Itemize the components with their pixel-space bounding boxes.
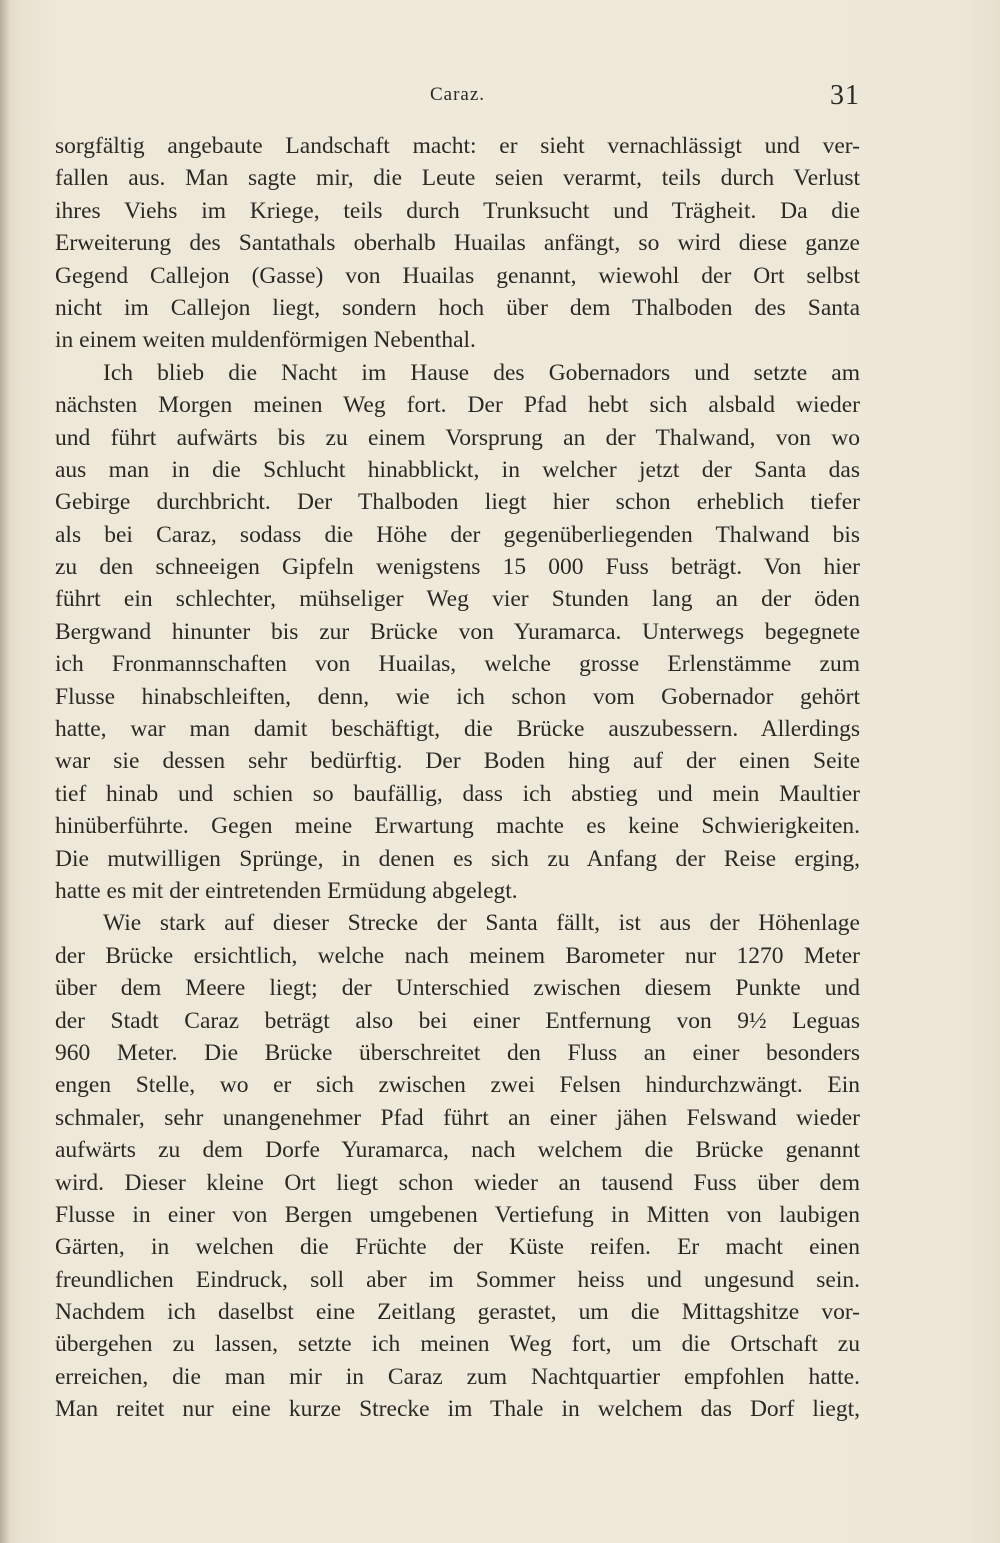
text-line: übergehen zu lassen, setzte ich meinen Weg fort, um die Ortschaft zu (55, 1331, 860, 1358)
page-header (55, 80, 860, 112)
text-line: über dem Meere liegt; der Unterschied zwischen diesem Punkte und (55, 975, 860, 1002)
text-line: ich Fronmannschaften von Huailas, welche grosse Erlenstämme zum (55, 651, 860, 678)
text-line: aufwärts zu dem Dorfe Yuramarca, nach welchem die Brücke genannt (55, 1137, 860, 1164)
text-line: und führt aufwärts bis zu einem Vorsprung an der Thalwand, von wo (55, 424, 860, 451)
text-line: nicht im Callejon liegt, sondern hoch über dem Thalboden des Santa (55, 294, 860, 321)
text-line: hatte, war man damit beschäftigt, die Brücke auszubessern. Allerdings (55, 716, 860, 743)
text-line: schmaler, sehr unangenehmer Pfad führt an einer jähen Felswand wieder (55, 1104, 860, 1131)
text-line: der Brücke ersichtlich, welche nach meinem Barometer nur 1270 Meter (55, 942, 860, 969)
text-line: Bergwand hinunter bis zur Brücke von Yuramarca. Unterwegs begegnete (55, 618, 860, 645)
text-line: in einem weiten muldenförmigen Nebenthal. (55, 327, 476, 354)
text-line: Gegend Callejon (Gasse) von Huailas genannt, wiewohl der Ort selbst (55, 262, 860, 289)
body-text (55, 130, 860, 1426)
text-line: Nachdem ich daselbst eine Zeitlang gerastet, um die Mittagshitze vor- (55, 1299, 860, 1326)
text-line: Man reitet nur eine kurze Strecke im Thale in welchem das Dorf liegt, (55, 1396, 860, 1423)
text-line: als bei Caraz, sodass die Höhe der gegenüberliegenden Thalwand bis (55, 521, 860, 548)
text-line: engen Stelle, wo er sich zwischen zwei Felsen hindurchzwängt. Ein (55, 1072, 860, 1099)
text-line: sorgfältig angebaute Landschaft macht: er sieht vernachlässigt und ver- (55, 133, 860, 159)
text-line: freundlichen Eindruck, soll aber im Sommer heiss und ungesund sein. (55, 1266, 860, 1293)
text-line: Flusse hinabschleiften, denn, wie ich schon vom Gobernador gehört (55, 683, 860, 710)
text-line: ihres Viehs im Kriege, teils durch Trunksucht und Trägheit. Da die (55, 197, 860, 224)
text-line: Flusse in einer von Bergen umgebenen Vertiefung in Mitten von laubigen (55, 1201, 860, 1228)
text-line: hatte es mit der eintretenden Ermüdung abgelegt. (55, 877, 518, 904)
text-line: Gärten, in welchen die Früchte der Küste reifen. Er macht einen (55, 1234, 860, 1261)
text-line: hinüberführte. Gegen meine Erwartung machte es keine Schwierigkeiten. (55, 813, 860, 840)
text-line: aus man in die Schlucht hinabblickt, in welcher jetzt der Santa das (55, 456, 860, 483)
text-line: war sie dessen sehr bedürftig. Der Boden hing auf der einen Seite (55, 748, 860, 775)
text-line: Gebirge durchbricht. Der Thalboden liegt hier schon erheblich tiefer (55, 489, 860, 516)
text-line: erreichen, die man mir in Caraz zum Nachtquartier empfohlen hatte. (55, 1363, 860, 1390)
text-line: führt ein schlechter, mühseliger Weg vier Stunden lang an der öden (55, 586, 860, 613)
text-line: wird. Dieser kleine Ort liegt schon wieder an tausend Fuss über dem (55, 1169, 860, 1196)
text-line: tief hinab und schien so baufällig, dass ich abstieg und mein Maultier (55, 780, 860, 807)
text-line: 960 Meter. Die Brücke überschreitet den Fluss an einer besonders (55, 1039, 860, 1066)
text-line: Ich blieb die Nacht im Hause des Gobernadors und setzte am (103, 359, 860, 386)
text-line: fallen aus. Man sagte mir, die Leute seien verarmt, teils durch Verlust (55, 165, 860, 192)
page-gutter (0, 0, 10, 1543)
page-number: 31 (830, 80, 860, 111)
text-line: zu den schneeigen Gipfeln wenigstens 15 000 Fuss beträgt. Von hier (55, 554, 860, 581)
text-line: Erweiterung des Santathals oberhalb Huailas anfängt, so wird diese ganze (55, 230, 860, 257)
running-head: Caraz. (429, 84, 486, 105)
text-line: Wie stark auf dieser Strecke der Santa fällt, ist aus der Höhenlage (103, 910, 860, 937)
text-line: der Stadt Caraz beträgt also bei einer Entfernung von 9½ Leguas (55, 1007, 860, 1034)
text-line: Die mutwilligen Sprünge, in denen es sich zu Anfang der Reise erging, (55, 845, 860, 872)
text-line: nächsten Morgen meinen Weg fort. Der Pfad hebt sich alsbald wieder (55, 392, 860, 419)
